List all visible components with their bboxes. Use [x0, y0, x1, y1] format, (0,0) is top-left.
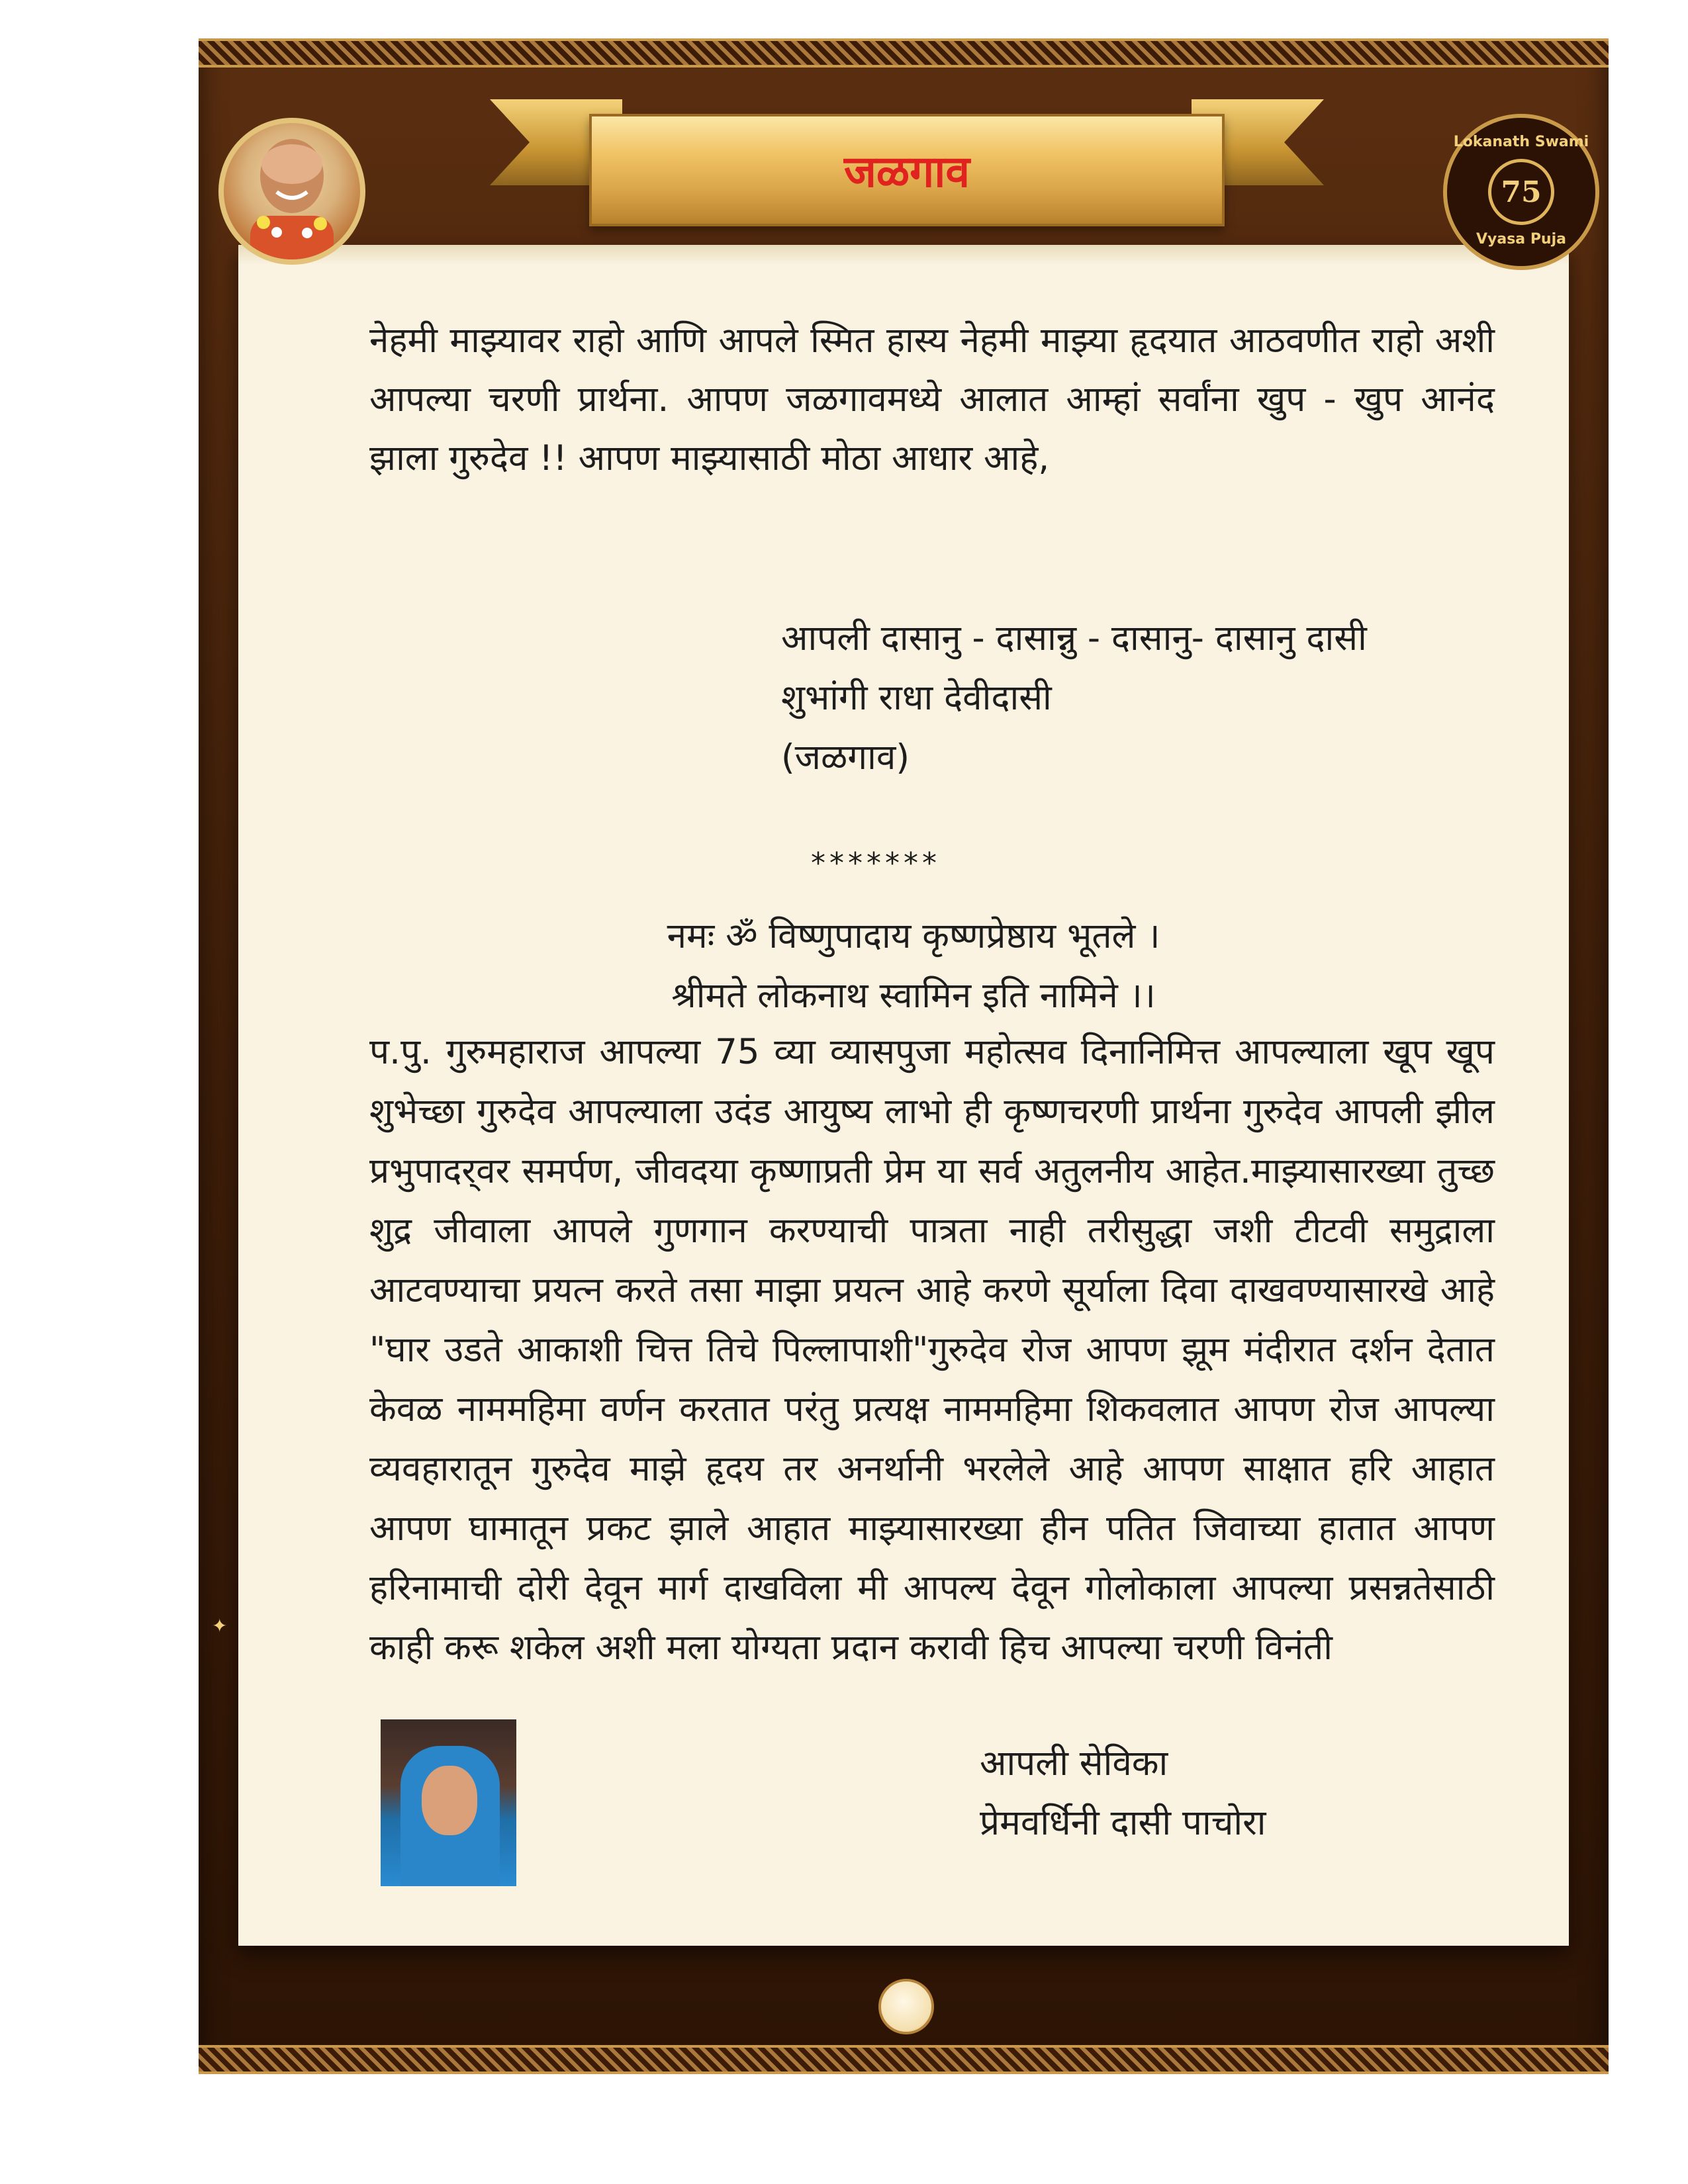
frame-border-bottom	[199, 2045, 1609, 2074]
pranam-verse	[463, 907, 1364, 1026]
parchment-edge	[238, 245, 1569, 265]
badge-emblem	[1488, 159, 1554, 225]
guru-portrait-avatar	[218, 118, 365, 265]
portrait-icon	[224, 123, 360, 259]
letter-paragraph-1: नेहमी माझ्यावर राहो आणि आपले स्मित हास्य नेहमी माझ्या हृदयात आठवणीत राहो अशी आपल्या चरणी प्रार्थना. आपण जळगावमध्ये आलात आम्हां सर्वांना खुप - खुप आनंद झाला गुरुदेव !! आपण माझ्यासाठी मोठा आधार आहे,	[369, 320, 1495, 478]
letter-signature-1	[781, 609, 1509, 788]
author-photo	[381, 1719, 516, 1886]
bottom-ornament	[878, 1979, 934, 2034]
verse-line-1: नमः ॐ विष्णुपादाय कृष्णप्रेष्ठाय भूतले ।	[667, 916, 1160, 956]
signature-2-line-2: प्रेमवर्धिनी दासी पाचोरा	[980, 1803, 1266, 1843]
signature-2-line-1: आपली सेविका	[980, 1743, 1168, 1784]
signature-1-line-1: आपली दासानु - दासान्नु - दासानु- दासानु दासी	[781, 618, 1367, 659]
photo-face	[422, 1766, 477, 1835]
page-title: जळगाव	[843, 146, 970, 197]
sparkle-icon: ✦	[212, 1615, 228, 1637]
badge-number: 75	[1501, 175, 1542, 209]
verse-line-2: श्रीमते लोकनाथ स्वामिन इति नामिने ।।	[671, 976, 1156, 1016]
signature-1-line-2: शुभांगी राधा देवीदासी	[781, 678, 1052, 718]
signature-1-line-3: (जळगाव)	[781, 737, 910, 778]
letter-signature-2	[980, 1734, 1509, 1853]
title-ribbon	[589, 114, 1225, 226]
frame-border-top	[199, 38, 1609, 68]
section-separator: *******	[811, 846, 941, 880]
badge-bottom-text: Vyasa Puja	[1476, 231, 1566, 248]
badge-top-text: Lokanath Swami	[1453, 134, 1589, 150]
letter-paragraph-2: प.पु. गुरुमहाराज आपल्या 75 व्या व्यासपुजा महोत्सव दिनानिमित्त आपल्याला खूप खूप शुभेच्छा गुरुदेव आपल्याला उदंड आयुष्य लाभो ही कृष्णचरणी प्रार्थना गुरुदेव आपली झील प्रभुपादर्‌वर समर्पण, जीवदया कृष्णाप्रती प्रेम या सर्व अतुलनीय आहेत.माझ्यासारख्या तुच्छ शुद्र जीवाला आपले गुणगान करण्याची पात्रता नाही तरीसुद्धा जशी टीटवी समुद्राला आटवण्याचा प्रयत्न करते तसा माझा प्रयत्न आहे करणे सूर्याला दिवा दाखवण्यासारखे आहे "घार उडते आकाशी चित्त तिचे पिल्लापाशी"गुरुदेव रोज आपण झूम मंदीरात दर्शन देतात केवळ नाममहिमा वर्णन करतात परंतु प्रत्यक्ष नाममहिमा शिकवलात आपण रोज आपल्या व्यवहारातून गुरुदेव माझे हृदय तर अनर्थानी भरलेले आहे आपण साक्षात हरि आहात आपण घामातून प्रकट झाले आहात माझ्यासारख्या हीन पतित जिवाच्या हातात आपण हरिनामाची दोरी देवून मार्ग दाखविला मी आपल्य देवून गोलोकाला आपल्या प्रसन्नतेसाठी काही करू शकेल अशी मला योग्यता प्रदान करावी हिच आपल्या चरणी विनंती	[369, 1032, 1495, 1668]
vyasa-puja-badge	[1443, 114, 1599, 270]
